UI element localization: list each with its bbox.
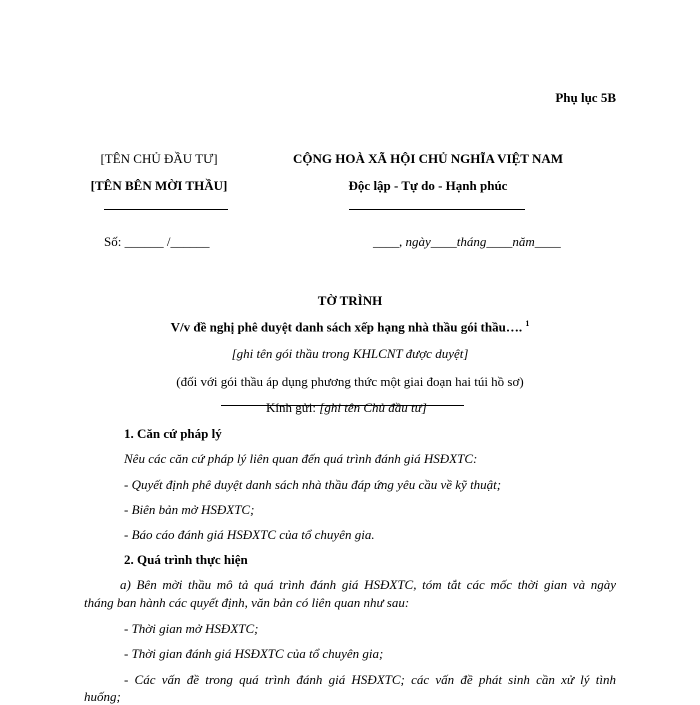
footnote-marker: 1 [525,319,530,328]
date-line: ____, ngày____tháng____năm____ [373,234,561,249]
recipient-line [266,400,427,416]
section2-heading: 2. Quá trình thực hiện [124,552,248,567]
section2-last-line2: huống; [84,689,121,704]
appendix-label: Phụ lục 5B [555,90,616,105]
recipient-value: [ghi tên Chủ đầu tư] [319,400,427,415]
section2-last-line1: - Các vấn đề trong quá trình đánh giá HSĐXTC; các vấn đề phát sinh cần xử lý tình [124,672,616,687]
national-motto: Độc lập - Tự do - Hạnh phúc [348,178,508,193]
right-header-rule [349,209,525,210]
method-note: (đối với gói thầu áp dụng phương thức một giai đoạn hai túi hồ sơ) [176,374,524,389]
document-subject [0,319,700,335]
subject-text: V/v đề nghị phê duyệt danh sách xếp hạng nhà thầu gói thầu…. [170,319,523,335]
recipient-strike-line [221,405,464,406]
section1-intro: Nêu các căn cứ pháp lý liên quan đến quá trình đánh giá HSĐXTC: [124,451,478,466]
left-header-rule [104,209,228,210]
section2-para-a-line2: tháng ban hành các quyết định, văn bản có liên quan như sau: [84,595,410,610]
recipient-label: Kính gửi: [266,400,320,415]
section2-para-a-line1: a) Bên mời thầu mô tả quá trình đánh giá HSĐXTC, tóm tắt các mốc thời gian và ngày [120,577,616,592]
section2-item: - Thời gian đánh giá HSĐXTC của tổ chuyên gia; [124,646,384,661]
procuring-entity-name: [TÊN BÊN MỜI THẦU] [90,178,228,193]
section1-item: - Biên bản mở HSĐXTC; [124,502,255,517]
document-number: Số: ______ /______ [104,234,210,249]
section1-heading: 1. Căn cứ pháp lý [124,426,222,441]
section1-item: - Quyết định phê duyệt danh sách nhà thầu đáp ứng yêu cầu về kỹ thuật; [124,477,502,492]
section1-item: - Báo cáo đánh giá HSĐXTC của tổ chuyên gia. [124,527,375,542]
investor-name: [TÊN CHỦ ĐẦU TƯ] [100,151,218,166]
document-title: TỜ TRÌNH [317,293,383,308]
country-name: CỘNG HOÀ XÃ HỘI CHỦ NGHĨA VIỆT NAM [292,151,564,166]
package-note: [ghi tên gói thầu trong KHLCNT được duyệt] [231,346,469,361]
section2-item: - Thời gian mở HSĐXTC; [124,621,259,636]
